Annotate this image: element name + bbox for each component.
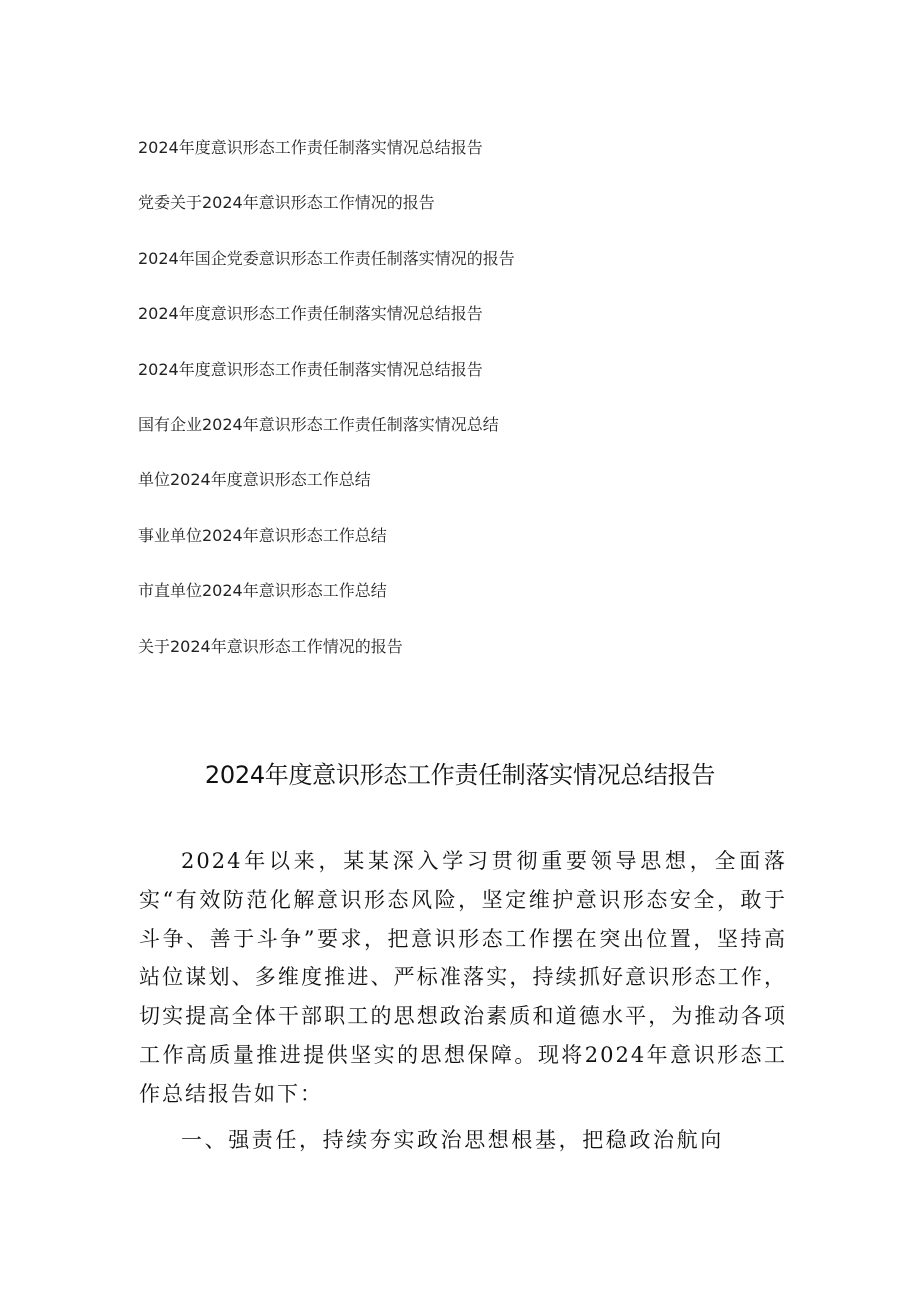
document-title: 2024年度意识形态工作责任制落实情况总结报告 — [204, 761, 716, 789]
document-body — [139, 842, 787, 1159]
toc-item[interactable]: 党委关于2024年意识形态工作情况的报告 — [138, 193, 435, 213]
toc-item[interactable]: 国有企业2024年意识形态工作责任制落实情况总结 — [138, 414, 499, 434]
table-of-contents — [138, 136, 515, 690]
toc-item[interactable]: 市直单位2024年意识形态工作总结 — [138, 581, 387, 601]
section-heading: 一、强责任，持续夯实政治思想根基，把稳政治航向 — [181, 1127, 724, 1152]
toc-item[interactable]: 关于2024年意识形态工作情况的报告 — [138, 636, 403, 656]
toc-item[interactable]: 2024年度意识形态工作责任制落实情况总结报告 — [138, 138, 483, 157]
toc-item[interactable]: 单位2024年度意识形态工作总结 — [138, 470, 371, 490]
toc-item[interactable]: 2024年度意识形态工作责任制落实情况总结报告 — [138, 359, 483, 379]
toc-item[interactable]: 2024年国企党委意识形态工作责任制落实情况的报告 — [138, 248, 515, 268]
toc-item[interactable]: 事业单位2024年意识形态工作总结 — [138, 525, 387, 545]
intro-paragraph: 2024年以来，某某深入学习贯彻重要领导思想，全面落实“有效防范化解意识形态风险，坚定维护意识形态安全，敢于斗争、善于斗争”要求，把意识形态工作摆在突出位置，坚持高站位谋划、多维度推进、严标准落实，持续抓好意识形态工作，切实提高全体干部职工的思想政治素质和道德水平，为推动各项工作高质量推进提供坚实的思想保障。现将2024年意识形态工作总结报告如下： — [139, 849, 787, 1106]
toc-item[interactable]: 2024年度意识形态工作责任制落实情况总结报告 — [138, 304, 483, 324]
